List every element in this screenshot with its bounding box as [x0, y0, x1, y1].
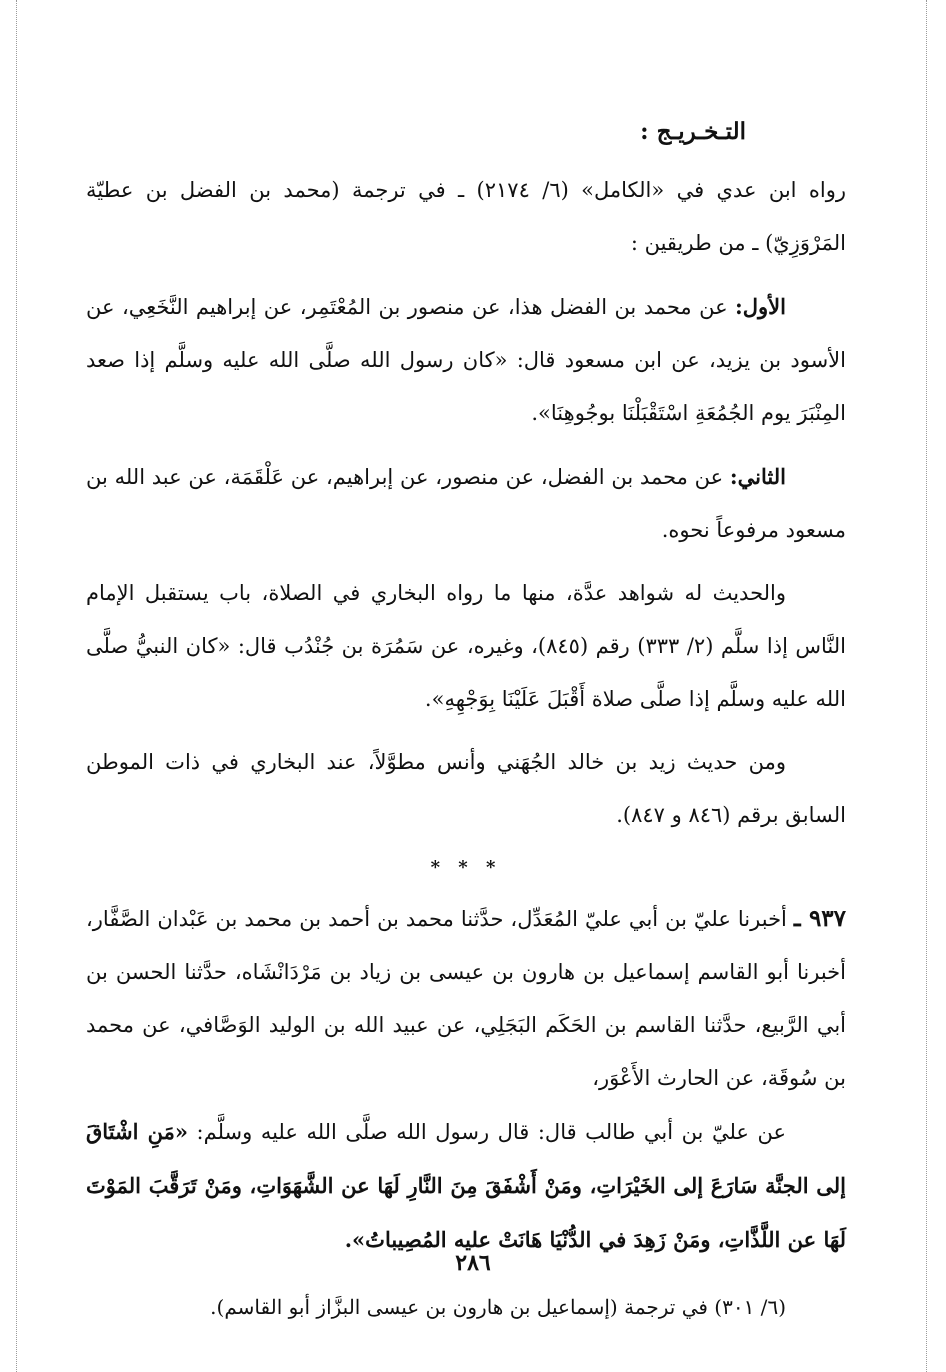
page-body	[86, 108, 846, 1334]
other-hadith-paragraph: ومن حديث زيد بن خالد الجُهَني وأنس مطوَّلاً، عند البخاري في ذات الموطن السابق برقم (٨٤٦ و ٨٤٧).	[86, 750, 846, 827]
witnesses-paragraph: والحديث له شواهد عدَّة، منها ما رواه البخاري في الصلاة، باب يستقبل الإمام النَّاس إذا سلَّم (٢/ ٣٣٣) رقم (٨٤٥)، وغيره، عن سَمُرَة بن جُنْدُب قال: «كان النبيُّ صلَّى الله عليه وسلَّم إذا صلَّى صلاة أَقْبَلَ عَلَيْنَا بِوَجْهِهِ».	[86, 581, 846, 711]
entry-937-isnad	[86, 892, 846, 1105]
entry-937-matn-paragraph	[86, 1105, 846, 1267]
section-separator: * * *	[430, 857, 502, 878]
entry-chain-end: عن عليّ بن أبي طالب قال: قال رسول الله صلَّى الله عليه وسلَّم:	[188, 1120, 786, 1144]
entry-isnad-text: أخبرنا عليّ بن أبي عليّ المُعَدِّل، حدَّثنا محمد بن أحمد بن محمد بن عَبْدان الصَّفَّار، أخبرنا أبو القاسم إسماعيل بن هارون بن عيسى بن زياد بن مَرْدَانْشَاه، حدَّثنا الحسن بن أبي الرَّبيع، حدَّثنا القاسم بن الحَكَم البَجَلِي، عن عبيد الله بن الوليد الوَصَّافي، عن محمد بن سُوقَة، عن الحارث الأَعْوَر،	[86, 907, 846, 1090]
right-margin-line	[926, 0, 927, 1372]
first-route-paragraph	[86, 280, 846, 440]
entry-number: ٩٣٧ ـ	[793, 905, 846, 932]
second-route-text: عن محمد بن الفضل، عن منصور، عن إبراهيم، عن عَلْقَمَة، عن عبد الله بن مسعود مرفوعاً نحوه.	[86, 465, 846, 542]
intro-paragraph: رواه ابن عدي في «الكامل» (٦/ ٢١٧٤) ـ في ترجمة (محمد بن الفضل بن عطيّة المَرْوَزِيّ) ـ من طريقين :	[86, 178, 846, 255]
first-route-label: الأول:	[735, 294, 786, 319]
page-number: ٢٨٦	[455, 1250, 491, 1276]
entry-matn: «مَنِ اشْتَاقَ إلى الجنَّة سَارَعَ إلى الخَيْرَاتِ، ومَنْ أَشْفَقَ مِنَ النَّارِ لَهَا عن الشَّهَوَاتِ، ومَنْ تَرَقَّبَ المَوْتَ لَهَا عن اللَّذَّاتِ، ومَنْ زَهِدَ في الدُّنْيَا هَانَتْ عليه المُصِيباتُ».	[86, 1119, 846, 1252]
second-route-paragraph	[86, 450, 846, 557]
left-margin-line	[16, 0, 17, 1372]
section-heading: التـخـريـج :	[640, 118, 746, 145]
footnote: (٦/ ٣٠١) في ترجمة (إسماعيل بن هارون بن عيسى البزَّاز أبو القاسم).	[210, 1295, 786, 1319]
first-route-text: عن محمد بن الفضل هذا، عن منصور بن المُعْتَمِر، عن إبراهيم النَّخَعِي، عن الأسود بن يزيد، عن ابن مسعود قال: «كان رسول الله صلَّى الله عليه وسلَّم إذا صعد المِنْبَرَ يوم الجُمُعَةِ اسْتَقْبَلْنَا بوجُوهِنَا».	[86, 295, 846, 425]
second-route-label: الثاني:	[729, 464, 786, 489]
